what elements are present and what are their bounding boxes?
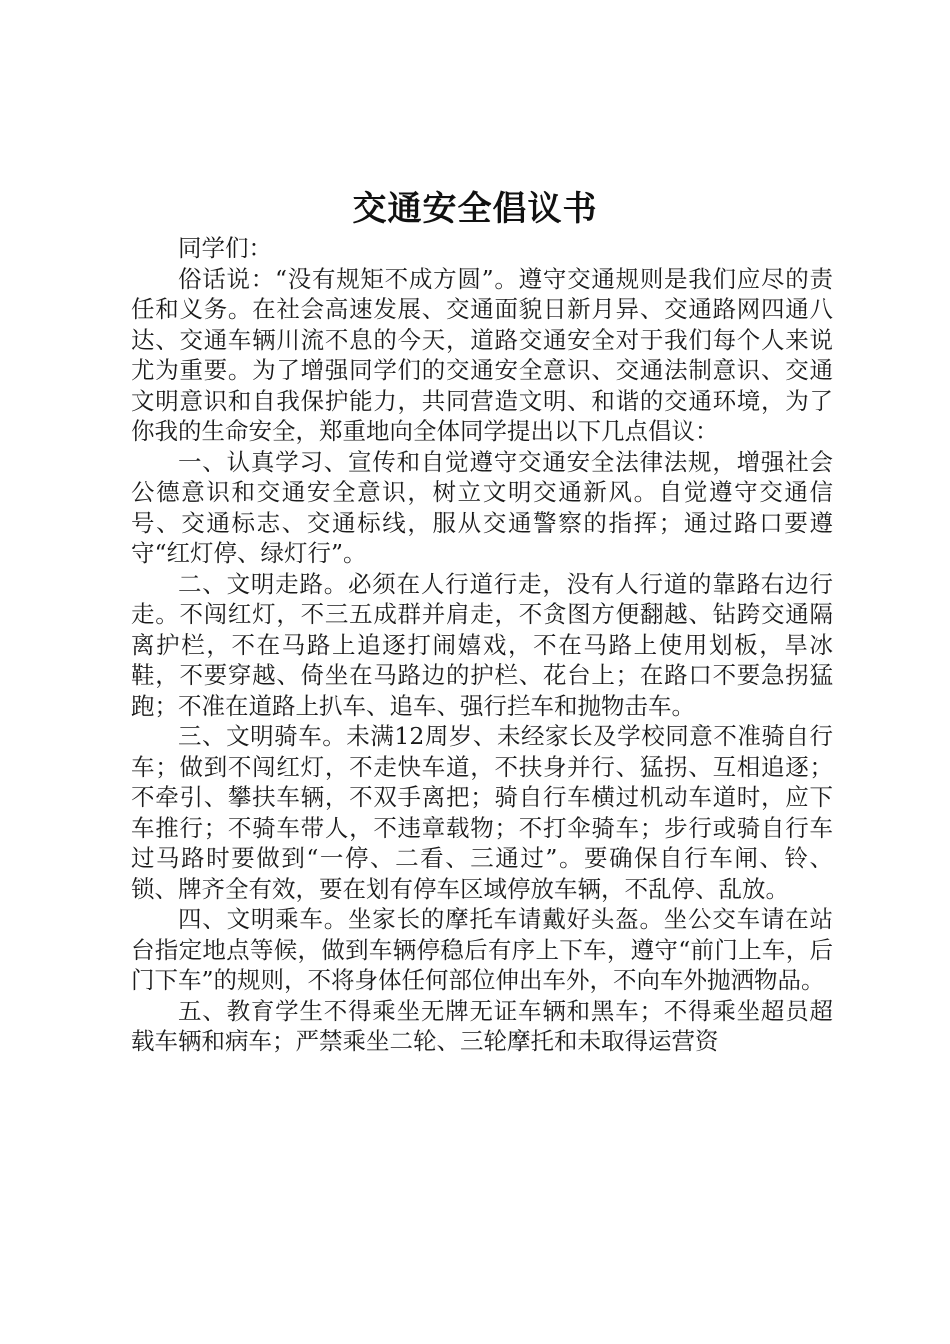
document-title: 交通安全倡议书	[352, 189, 598, 229]
document-body	[131, 233, 833, 1057]
greeting: 同学们：	[178, 234, 272, 262]
paragraph-item-5: 五、教育学生不得乘坐无牌无证车辆和黑车；不得乘坐超员超载车辆和病车；严禁乘坐二轮、三轮摩托和未取得运营资	[131, 996, 833, 1055]
paragraph-intro: 俗话说：“没有规矩不成方圆”。遵守交通规则是我们应尽的责任和义务。在社会高速发展、交通面貌日新月异、交通路网四通八达、交通车辆川流不息的今天，道路交通安全对于我们每个人来说尤为重要。为了增强同学们的交通安全意识、交通法制意识、交通文明意识和自我保护能力，共同营造文明、和谐的交通环境，为了你我的生命安全，郑重地向全体同学提出以下几点倡议：	[131, 264, 833, 445]
paragraph-item-4: 四、文明乘车。坐家长的摩托车请戴好头盔。坐公交车请在站台指定地点等候，做到车辆停稳后有序上下车，遵守“前门上车，后门下车”的规则，不将身体任何部位伸出车外，不向车外抛洒物品。	[131, 905, 833, 994]
paragraph-item-1: 一、认真学习、宣传和自觉遵守交通安全法律法规，增强社会公德意识和交通安全意识，树立文明交通新风。自觉遵守交通信号、交通标志、交通标线，服从交通警察的指挥；通过路口要遵守“红灯停、绿灯行”。	[131, 447, 833, 567]
paragraph-item-3: 三、文明骑车。未满12周岁、未经家长及学校同意不准骑自行车；做到不闯红灯，不走快车道，不扶身并行、猛拐、互相追逐；不牵引、攀扶车辆，不双手离把；骑自行车横过机动车道时，应下车推行；不骑车带人，不违章载物；不打伞骑车；步行或骑自行车过马路时要做到“一停、二看、三通过”。要确保自行车闸、铃、锁、牌齐全有效，要在划有停车区域停放车辆，不乱停、乱放。	[131, 722, 833, 903]
paragraph-item-2: 二、文明走路。必须在人行道行走，没有人行道的靠路右边行走。不闯红灯，不三五成群并肩走，不贪图方便翻越、钻跨交通隔离护栏，不在马路上追逐打闹嬉戏，不在马路上使用划板，旱冰鞋，不要穿越、倚坐在马路边的护栏、花台上；在路口不要急拐猛跑；不准在道路上扒车、追车、强行拦车和抛物击车。	[131, 569, 833, 720]
